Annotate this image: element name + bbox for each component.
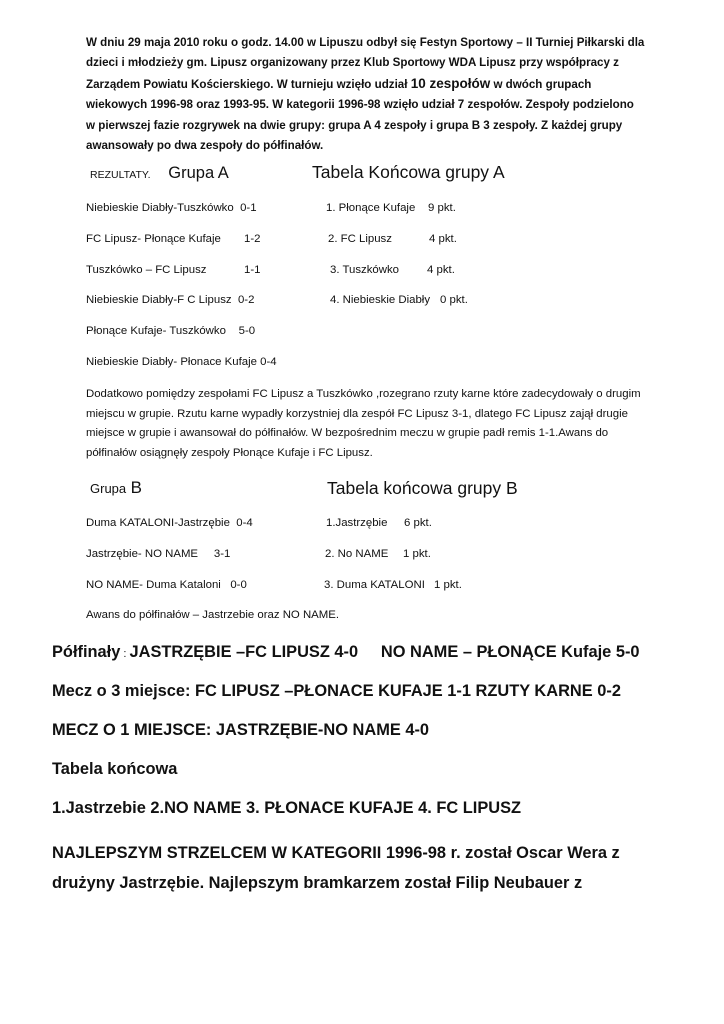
group-a-standing-3-points: 4 pkt. — [427, 264, 455, 276]
group-a-match-6: Niebieskie Diabły- Płonace Kufaje 0-4 — [86, 356, 277, 368]
group-a-match-3-score: 1-1 — [244, 264, 261, 276]
intro-text-2: w dwóch grupach wiekowych 1996-98 oraz 1993-95. W kategorii 1996-98 wzięło udział 7 zespołów. Zespoły podzielono w pierwszej fazie rozgrywek na dwie grupy: grupa A 4 zespoły i grupa B 3 zespoły. Z każdej grupy awansowały po dwa zespoły do półfinałów. — [86, 77, 634, 153]
third-place-line: Mecz o 3 miejsce: FC LIPUSZ –PŁONACE KUFAJE 1-1 RZUTY KARNE 0-2 — [52, 682, 621, 700]
intro-highlight: 10 zespołów — [410, 75, 491, 91]
group-a-match-5: Płonące Kufaje- Tuszkówko 5-0 — [86, 325, 256, 337]
results-label: REZULTATY. — [90, 169, 151, 181]
group-a-match-2: FC Lipusz- Płonące Kufaje — [86, 233, 221, 245]
group-b-standing-1-points: 6 pkt. — [404, 517, 432, 529]
group-a-standing-3: 3. Tuszkówko — [330, 264, 400, 276]
group-a-standing-1-points: 9 pkt. — [428, 202, 456, 214]
group-b-title-word: Grupa — [90, 481, 127, 496]
group-b-note: Awans do półfinałów – Jastrzebie oraz NO NAME. — [86, 609, 340, 621]
intro-text-1: W dniu 29 maja 2010 roku o godz. 14.00 w Lipuszu odbył się Festyn Sportowy – II Turniej Piłkarski dla dzieci i młodzieży gm. Lipusz organizowany przez Klub Sportowy WDA Lipusz przy współpracy z Zarządem Powiatu Kościerskiego. W turnieju wzięło udział — [86, 36, 645, 91]
group-a-standing-2-points: 4 pkt. — [429, 233, 457, 245]
group-b-standing-2: 2. No NAME — [325, 548, 389, 560]
group-a-standing-1: 1. Płonące Kufaje — [326, 202, 416, 214]
group-a-standing-2: 2. FC Lipusz — [328, 233, 392, 245]
group-b-standing-3-points: 1 pkt. — [434, 579, 462, 591]
group-b-table-title: Tabela końcowa grupy B — [327, 478, 518, 498]
group-a-match-1: Niebieskie Diabły-Tuszkówko 0-1 — [86, 202, 257, 214]
semifinals-colon: : — [123, 648, 127, 660]
group-a-standing-4: 4. Niebieskie Diabły — [330, 294, 431, 306]
group-b-heading — [90, 478, 142, 498]
group-a-match-2-score: 1-2 — [244, 233, 261, 245]
final-standings: 1.Jastrzebie 2.NO NAME 3. PŁONACE KUFAJE 4. FC LIPUSZ — [52, 799, 522, 817]
group-a-match-3: Tuszkówko – FC Lipusz — [86, 264, 207, 276]
group-b-match-3: NO NAME- Duma Kataloni 0-0 — [86, 579, 247, 591]
final-table-label: Tabela końcowa — [52, 760, 178, 778]
group-a-standing-4-points: 0 pkt. — [440, 294, 468, 306]
group-b-standing-3: 3. Duma KATALONI — [324, 579, 425, 591]
group-a-heading — [90, 164, 229, 183]
group-a-table-title: Tabela Końcowa grupy A — [312, 162, 505, 182]
group-a-match-4: Niebieskie Diabły-F C Lipusz 0-2 — [86, 294, 255, 306]
group-a-title: Grupa A — [168, 164, 229, 182]
group-a-note: Dodatkowo pomiędzy zespołami FC Lipusz a Tuszkówko ,rozegrano rzuty karne które zadecydowały o drugim miejscu w grupie. Rzutu karne wypadły korzystniej dla zespół FC Lipusz 3-1, dlatego FC Lipusz zajął drugie miejsce w grupie i awansował do półfinałów. W bezpośrednim meczu w grupie padł remis 1-1.Awans do półfinałów osiągnęły zespoły Płonące Kufaje i FC Lipusz. — [86, 388, 641, 459]
group-b-match-2: Jastrzębie- NO NAME 3-1 — [86, 548, 231, 560]
intro-paragraph — [86, 33, 646, 156]
best-players-paragraph: NAJLEPSZYM STRZELCEM W KATEGORII 1996-98 r. został Oscar Wera z drużyny Jastrzębie. Najlepszym bramkarzem został Filip Neubauer z — [52, 844, 620, 892]
group-b-match-1: Duma KATALONI-Jastrzębie 0-4 — [86, 517, 253, 529]
group-b-standing-2-points: 1 pkt. — [403, 548, 431, 560]
group-b-title-letter: B — [130, 478, 142, 497]
semifinals-line — [52, 643, 640, 662]
group-b-standing-1: 1.Jastrzębie — [326, 517, 388, 529]
semifinals-results: JASTRZĘBIE –FC LIPUSZ 4-0 NO NAME – PŁONĄCE Kufaje 5-0 — [129, 643, 640, 661]
first-place-line: MECZ O 1 MIEJSCE: JASTRZĘBIE-NO NAME 4-0 — [52, 721, 430, 739]
semifinals-label: Półfinały — [52, 643, 121, 661]
